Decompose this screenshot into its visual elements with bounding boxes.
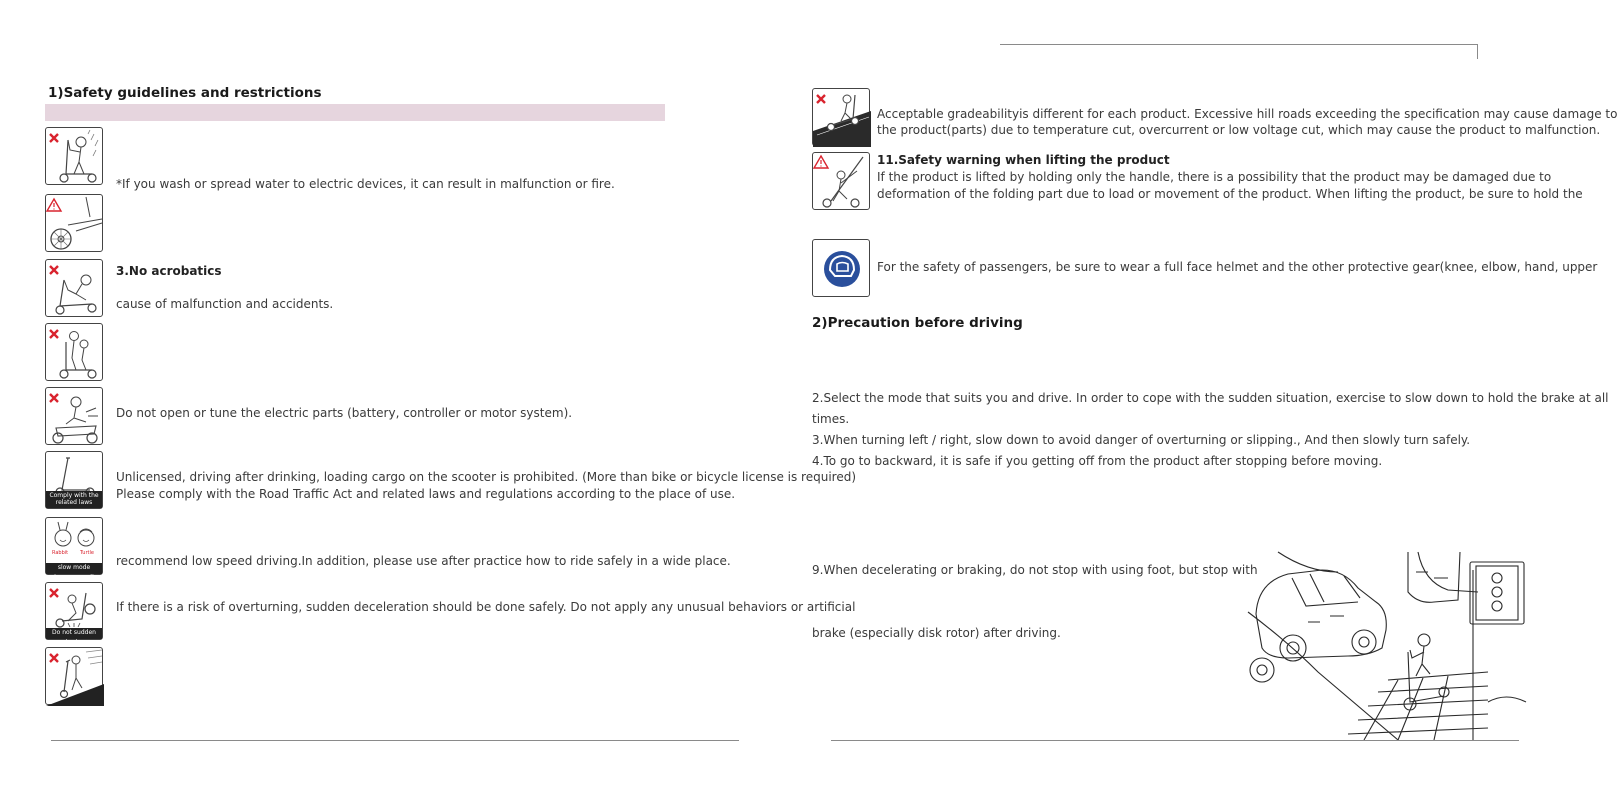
lifting-line1: If the product is lifted by holding only the handle, there is a possibility that the product may be damaged due to (877, 170, 1552, 184)
right-footer-rule (831, 740, 1519, 741)
warning-wheel-icon (45, 194, 103, 252)
no-sudden-brake-caption: Do not sudden brake (46, 628, 102, 639)
lifting-line2: deformation of the folding part due to load or movement of the product. When lifting the product, be sure to hold the (877, 187, 1583, 201)
comply-laws-caption: Comply with the related laws (46, 491, 102, 508)
laws-text-line1: Unlicensed, driving after drinking, loading cargo on the scooter is prohibited. (More than bike or bicycle license is required) (116, 470, 856, 484)
no-sudden-brake-icon (45, 582, 103, 646)
speed-text: recommend low speed driving.In addition, please use after practice how to ride safely in a wide place. (116, 554, 731, 568)
left-footer-rule (51, 740, 739, 741)
precaution-2-line2: times. (812, 412, 850, 426)
right-section-title: 2)Precaution before driving (812, 315, 1023, 331)
precaution-9: 9.When decelerating or braking, do not stop with using foot, but stop with (812, 563, 1258, 577)
street-crossing-illustration (1248, 552, 1526, 740)
precaution-3: 3.When turning left / right, slow down to avoid danger of overturning or slipping., And then slowly turn safely. (812, 433, 1471, 447)
no-tuning-icon (45, 387, 103, 445)
no-acrobatics-icon (45, 259, 103, 317)
precaution-2-line1: 2.Select the mode that suits you and drive. In order to cope with the sudden situation, exercise to slow down to hold the brake at all (812, 391, 1609, 405)
acrobatics-text: cause of malfunction and accidents. (116, 297, 334, 311)
helmet-text: For the safety of passengers, be sure to wear a full face helmet and the other protective gear(knee, elbow, hand, upper (877, 260, 1598, 274)
comply-laws-icon (45, 451, 103, 509)
lifting-heading: 11.Safety warning when lifting the product (877, 153, 1170, 167)
no-hill-icon (812, 88, 870, 146)
water-warning-text: *If you wash or spread water to electric devices, it can result in malfunction or fire. (116, 177, 615, 191)
laws-text-line2: Please comply with the Road Traffic Act and related laws and regulations according to the place of use. (116, 487, 736, 501)
gradeability-line2: the product(parts) due to temperature cut, overcurrent or low voltage cut, which may cause the product to malfunction. (877, 123, 1601, 137)
helmet-icon (812, 239, 870, 297)
right-header-rule (1000, 44, 1478, 45)
right-header-tick (1477, 44, 1478, 59)
left-section-title: 1)Safety guidelines and restrictions (48, 85, 322, 101)
slow-mode-icon (45, 517, 103, 581)
no-water-spray-icon (45, 127, 103, 185)
rabbit-label: Rabbit (52, 550, 69, 556)
no-steep-road-icon (45, 647, 103, 705)
acrobatics-heading: 3.No acrobatics (116, 264, 222, 278)
turtle-label: Turtle (80, 550, 94, 556)
slow-mode-caption: slow mode (recommend) (46, 563, 102, 574)
gradeability-line1: Acceptable gradeabilityis different for each product. Excessive hill roads exceeding the specification may cause damage to (877, 107, 1617, 121)
warning-lifting-icon (812, 152, 870, 210)
tuning-text: Do not open or tune the electric parts (battery, controller or motor system). (116, 406, 573, 420)
section-accent-bar (45, 104, 665, 121)
precaution-4: 4.To go to backward, it is safe if you getting off from the product after stopping before moving. (812, 454, 1383, 468)
precaution-brake: brake (especially disk rotor) after driving. (812, 626, 1061, 640)
brake-text: If there is a risk of overturning, sudden deceleration should be done safely. Do not apply any unusual behaviors or artificial (116, 600, 856, 614)
no-two-riders-icon (45, 323, 103, 381)
